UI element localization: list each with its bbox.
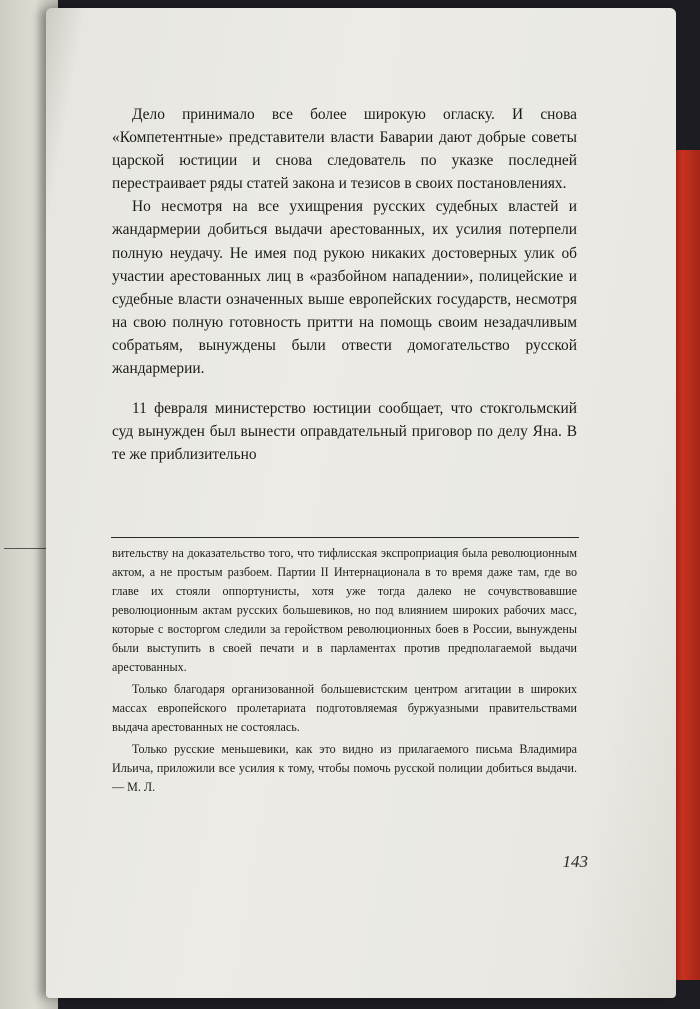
footnote-1: вительству на доказательство того, что тифлисская экспроприация была революционным актом, а не простым разбоем. Партии II Интернационала в то время даже там, где во главе их стояли оппортунисты, хотя уже тогда далеко не сочувствовавшие революционным актам русских большевиков, но под влиянием широких рабочих масс, которые с восторгом следили за геройством революционных боев в России, вынуждены были выступить в своей печати и в парламентах против предполагаемой выдачи арестованных.	[112, 546, 577, 674]
facing-page-rule	[4, 548, 50, 549]
footnote-2: Только благодаря организованной большевистским центром агитации в широких массах европейского пролетариата подготовляемая буржуазными правительствами выдача арестованных не состоялась.	[112, 682, 577, 734]
page-number: 143	[562, 852, 588, 871]
paragraph-1: Дело принимало все более широкую огласку. И снова «Компетентные» представители власти Баварии дают добрые советы царской юстиции и снова следователь по указке последней перестраивает ряды статей закона и тезисов в своих постановлениях.	[112, 106, 577, 193]
footnote-3: Только русские меньшевики, как это видно из прилагаемого письма Владимира Ильича, приложили все усилия к тому, чтобы помочь русской полиции добиться выдачи. — М. Л.	[112, 742, 577, 794]
paragraph-3: 11 февраля министерство юстиции сообщает, что стокгольмский суд вынужден был вынести оправдательный приговор по делу Яна. В те же приблизительно	[112, 400, 577, 464]
main-text	[112, 103, 577, 466]
footnotes	[112, 544, 577, 797]
paragraph-2: Но несмотря на все ухищрения русских судебных властей и жандармерии добиться выдачи арестованных, их усилия потерпели полную неудачу. Не имея под рукою никаких достоверных улик об участии арестованных лиц в «разбойном нападении», полицейские и судебные власти означенных выше европейских государств, несмотря на свою полную готовность притти на помощь своим незадачливым собратьям, вынуждены были отвести домогательство русской жандармерии.	[112, 198, 577, 378]
footnote-divider	[111, 537, 579, 538]
